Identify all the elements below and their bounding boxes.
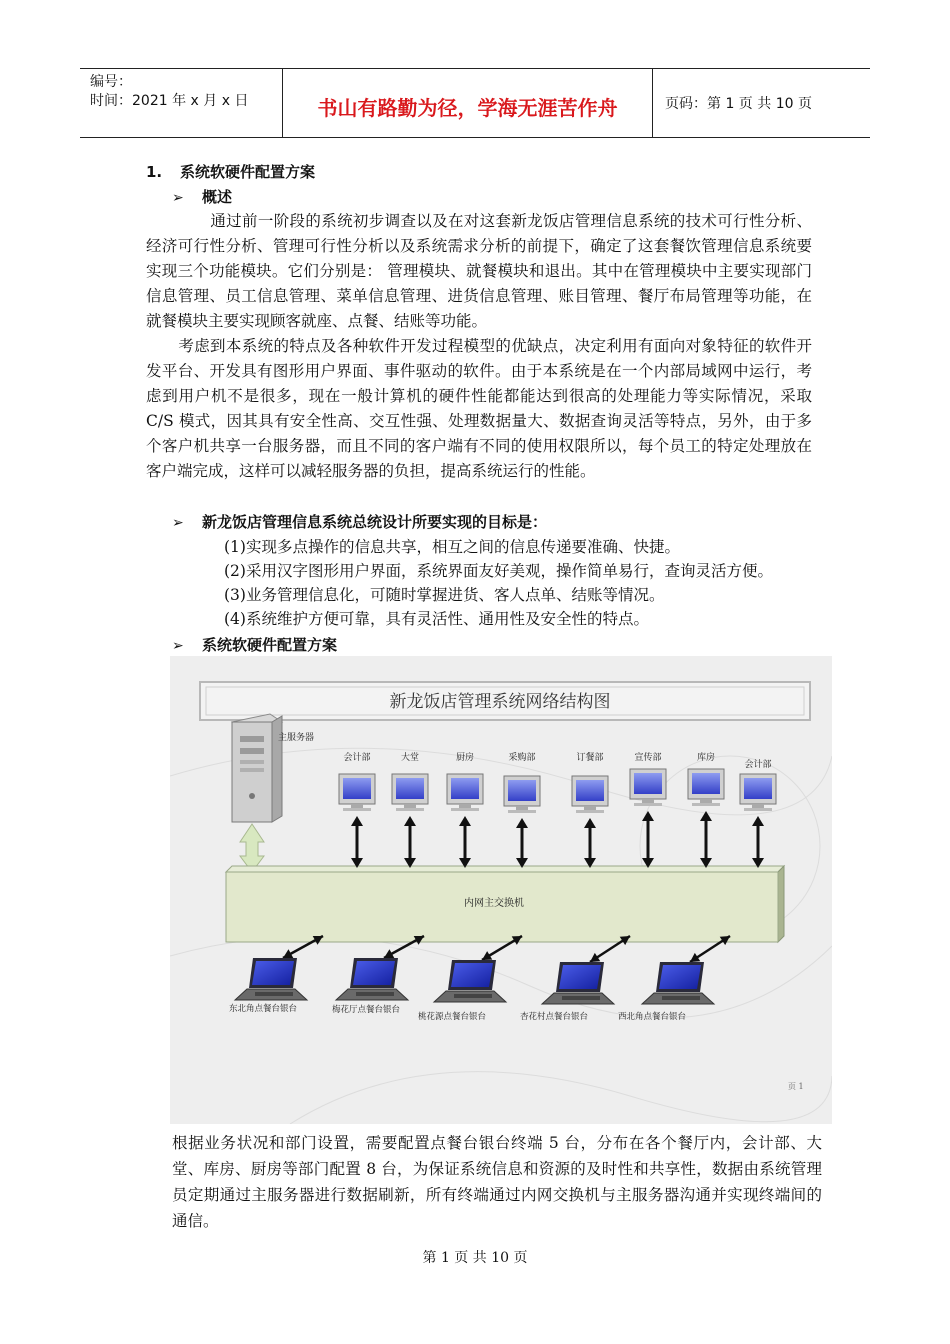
monitor-stand	[516, 806, 528, 810]
department-label: 订餐部	[576, 753, 604, 763]
server-label: 主服务器	[278, 733, 315, 743]
page-footer: 第 1 页 共 10 页	[422, 1250, 528, 1266]
arrow-bullet-icon: ➢	[172, 515, 184, 531]
config-heading	[172, 634, 337, 655]
overview-heading	[172, 186, 232, 207]
arrow-head-up-icon	[584, 818, 596, 828]
monitor-base	[692, 803, 720, 806]
department-node	[392, 751, 428, 868]
monitor-screen	[508, 780, 536, 801]
laptop-screen	[559, 965, 601, 989]
diagram-title-banner	[200, 682, 810, 720]
network-diagram	[170, 656, 832, 1124]
terminal-label: 西北角点餐台银台	[617, 1012, 687, 1022]
server-switch-link-icon	[240, 824, 264, 872]
monitor-base	[634, 803, 662, 806]
terminal-label: 杏花村点餐台银台	[519, 1012, 589, 1022]
monitor-stand	[351, 804, 363, 808]
monitor-stand	[459, 804, 471, 808]
overview-para-2	[146, 334, 812, 484]
monitor-base	[343, 808, 371, 811]
goal-item: (2)采用汉字图形用户界面，系统界面友好美观，操作简单易行，查询灵活方便。	[224, 562, 773, 580]
terminal-node	[229, 936, 323, 1014]
diagram-title: 新龙饭店管理系统网络结构图	[389, 692, 611, 712]
department-node	[447, 751, 483, 868]
laptop-screen	[252, 961, 294, 985]
terminal-node	[418, 936, 522, 1022]
monitor-screen	[396, 778, 424, 799]
monitor-stand	[404, 804, 416, 808]
monitor-stand	[752, 804, 764, 808]
arrow-head-up-icon	[459, 816, 471, 826]
switch-label: 内网主交换机	[464, 898, 524, 909]
diagram-page-mark: 页 1	[788, 1082, 804, 1091]
server-icon	[232, 714, 282, 822]
section-heading	[146, 161, 315, 182]
terminal-label: 东北角点餐台银台	[228, 1004, 298, 1014]
overview-para-1	[146, 209, 812, 334]
network-diagram-svg	[170, 656, 832, 1124]
laptop-keys	[356, 992, 394, 996]
terminal-label: 梅花厅点餐台银台	[331, 1005, 401, 1015]
monitor-screen	[744, 778, 772, 799]
goals-heading	[172, 511, 547, 532]
terminal-label: 桃花源点餐台银台	[417, 1012, 487, 1022]
department-label: 厨房	[455, 753, 475, 763]
terminal-node	[618, 936, 730, 1022]
arrow-bullet-icon: ➢	[172, 190, 184, 206]
department-label: 大堂	[400, 753, 420, 763]
arrow-head-up-icon	[752, 816, 764, 826]
header-meta	[80, 69, 281, 137]
laptop-keys	[255, 992, 293, 996]
department-label: 库房	[696, 753, 716, 763]
bottom-paragraph: 根据业务状况和部门设置，需要配置点餐台银台终端 5 台，分布在各个餐厅内，会计部、大堂、库房、厨房等部门配置 8 台，为保证系统信息和资源的及时性和共享性，数据由系统管理员定期通过主服务器进行数据刷新，所有终端通过内网交换机与主服务器沟通并实现终端间的通信。	[172, 1134, 822, 1230]
department-label: 宣传部	[634, 753, 662, 763]
time-label: 时间：2021 年 x 月 x 日	[90, 93, 249, 109]
laptop-screen	[659, 965, 701, 989]
laptop-screen	[451, 963, 493, 987]
department-label: 会计部	[343, 753, 371, 763]
laptop-screen	[353, 961, 395, 985]
department-node	[572, 751, 608, 868]
arrow-head-up-icon	[642, 811, 654, 821]
monitor-base	[744, 808, 772, 811]
goal-item: (1)实现多点操作的信息共享，相互之间的信息传递要准确、快捷。	[224, 538, 680, 556]
goal-item: (4)系统维护方便可靠，具有灵活性、通用性及安全性的特点。	[224, 610, 649, 628]
department-label: 会计部	[744, 760, 772, 770]
goal-item: (3)业务管理信息化，可随时掌握进货、客人点单、结账等情况。	[224, 586, 665, 604]
header-motto: 书山有路勤为径，学海无涯苦作舟	[282, 69, 653, 137]
terminal-node	[520, 936, 630, 1022]
department-label: 采购部	[508, 753, 536, 763]
monitor-screen	[634, 773, 662, 794]
monitor-stand	[642, 799, 654, 803]
number-label: 编号：	[90, 74, 132, 90]
arrow-head-up-icon	[404, 816, 416, 826]
department-node	[339, 751, 375, 868]
arrow-bullet-icon: ➢	[172, 638, 184, 654]
monitor-screen	[343, 778, 371, 799]
laptop-keys	[662, 996, 700, 1000]
config-heading-text: 系统软硬件配置方案	[202, 636, 338, 654]
goals-heading-text: 新龙饭店管理信息系统总统设计所要实现的目标是：	[202, 513, 548, 531]
overview-para-1-text: 通过前一阶段的系统初步调查以及在对这套新龙饭店管理信息系统的技术可行性分析、经济可行性分析、管理可行性分析以及系统需求分析的前提下，确定了这套餐饮管理信息系统要实现三个功能模块。它们分别是： 管理模块、就餐模块和退出。其中在管理模块中主要实现部门信息管理、员工信息管理、菜单信息管理、进货信息管理、账目管理、餐厅布局管理等功能，在就餐模块主要实现顾客就座、点餐、结账等功能。	[146, 212, 812, 330]
department-group	[339, 751, 776, 868]
monitor-base	[396, 808, 424, 811]
overview-para-2-text: 考虑到本系统的特点及各种软件开发过程模型的优缺点，决定利用有面向对象特征的软件开发平台、开发具有图形用户界面、事件驱动的软件。由于本系统是在一个内部局域网中运行，考虑到用户机不是很多，现在一般计算机的硬件性能都能达到很高的处理能力等实际情况，采取 C/S 模式，因其具有安全性高、交互性强、处理数据量大、数据查询灵活等特点，另外，由于多个客户机共享一台服务器，而且不同的客户端有不同的使用权限所以，每个员工的特定处理放在客户端完成，这样可以减轻服务器的负担，提高系统运行的性能。	[146, 337, 812, 480]
department-node	[504, 751, 540, 868]
arrow-head-up-icon	[516, 818, 528, 828]
laptop-keys	[454, 994, 492, 998]
overview-heading-text: 概述	[202, 188, 233, 206]
monitor-base	[576, 810, 604, 813]
monitor-screen	[576, 780, 604, 801]
monitor-screen	[451, 778, 479, 799]
department-node	[740, 758, 776, 868]
monitor-base	[451, 808, 479, 811]
monitor-screen	[692, 773, 720, 794]
arrow-head-up-icon	[351, 816, 363, 826]
monitor-stand	[700, 799, 712, 803]
monitor-base	[508, 810, 536, 813]
terminal-node	[332, 936, 424, 1015]
department-node	[688, 751, 724, 868]
section-title: 系统软硬件配置方案	[180, 163, 316, 181]
header-page-info: 页码：第 1 页 共 10 页	[665, 96, 812, 112]
monitor-stand	[584, 806, 596, 810]
section-number: 1.	[146, 163, 163, 181]
terminal-group	[229, 936, 730, 1022]
page-header	[80, 68, 870, 138]
switch-box	[226, 866, 784, 942]
laptop-keys	[562, 996, 600, 1000]
